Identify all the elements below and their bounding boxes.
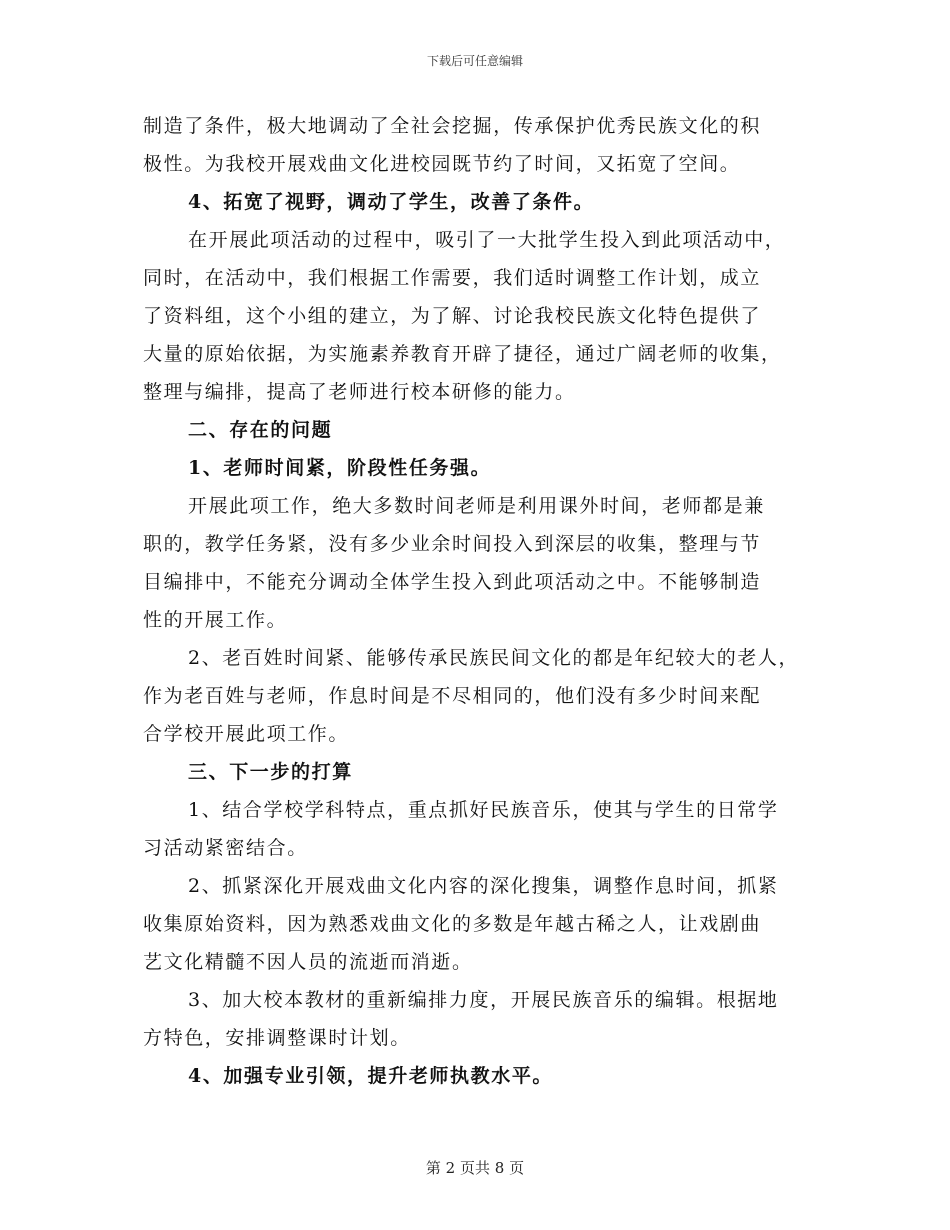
paragraph-line: 1、结合学校学科特点，重点抓好民族音乐，使其与学生的日常学: [188, 799, 779, 821]
paragraph-line: 在开展此项活动的过程中，吸引了一大批学生投入到此项活动中，: [188, 229, 786, 251]
paragraph-line: 习活动紧密结合。: [143, 837, 308, 859]
paragraph-line: 收集原始资料，因为熟悉戏曲文化的多数是年越古稀之人，让戏剧曲: [143, 913, 762, 935]
paragraph-line: 艺文化精髓不因人员的流逝而消逝。: [143, 951, 473, 973]
paragraph-line: 了资料组，这个小组的建立，为了解、讨论我校民族文化特色提供了: [143, 305, 762, 327]
paragraph-line: 2、抓紧深化开展戏曲文化内容的深化搜集，调整作息时间，抓紧: [188, 875, 779, 897]
paragraph-line: 开展此项工作，绝大多数时间老师是利用课外时间，老师都是兼: [188, 495, 765, 517]
paragraph-line: 方特色，安排调整课时计划。: [143, 1027, 411, 1049]
paragraph-line: 作为老百姓与老师，作息时间是不尽相同的，他们没有多少时间来配: [143, 685, 762, 707]
paragraph-line: 2、老百姓时间紧、能够传承民族民间文化的都是年纪较大的老人，: [188, 647, 800, 669]
section-heading: 三、下一步的打算: [188, 761, 353, 783]
section-heading: 二、存在的问题: [188, 419, 333, 441]
paragraph-line: 同时，在活动中，我们根据工作需要，我们适时调整工作计划，成立: [143, 267, 762, 289]
paragraph-line: 大量的原始依据，为实施素养教育开辟了捷径，通过广阔老师的收集，: [143, 343, 782, 365]
page-footer: 第 2 页共 8 页: [425, 1159, 525, 1177]
subheading: 1、老师时间紧，阶段性任务强。: [188, 457, 492, 479]
subheading: 4、拓宽了视野，调动了学生，改善了条件。: [188, 191, 595, 213]
paragraph-line: 目编排中，不能充分调动全体学生投入到此项活动之中。不能够制造: [143, 571, 762, 593]
paragraph-line: 性的开展工作。: [143, 609, 288, 631]
paragraph-line: 合学校开展此项工作。: [143, 723, 350, 745]
paragraph-line: 整理与编排，提高了老师进行校本研修的能力。: [143, 381, 576, 403]
paragraph-line: 3、加大校本教材的重新编排力度，开展民族音乐的编辑。根据地: [188, 989, 779, 1011]
paragraph-line: 职的，教学任务紧，没有多少业余时间投入到深层的收集，整理与节: [143, 533, 762, 555]
paragraph-line: 制造了条件，极大地调动了全社会挖掘，传承保护优秀民族文化的积: [143, 115, 762, 137]
paragraph-line: 极性。为我校开展戏曲文化进校园既节约了时间，又拓宽了空间。: [143, 153, 741, 175]
page-header: 下载后可任意编辑: [426, 54, 523, 68]
subheading: 4、加强专业引领，提升老师执教水平。: [188, 1065, 554, 1087]
